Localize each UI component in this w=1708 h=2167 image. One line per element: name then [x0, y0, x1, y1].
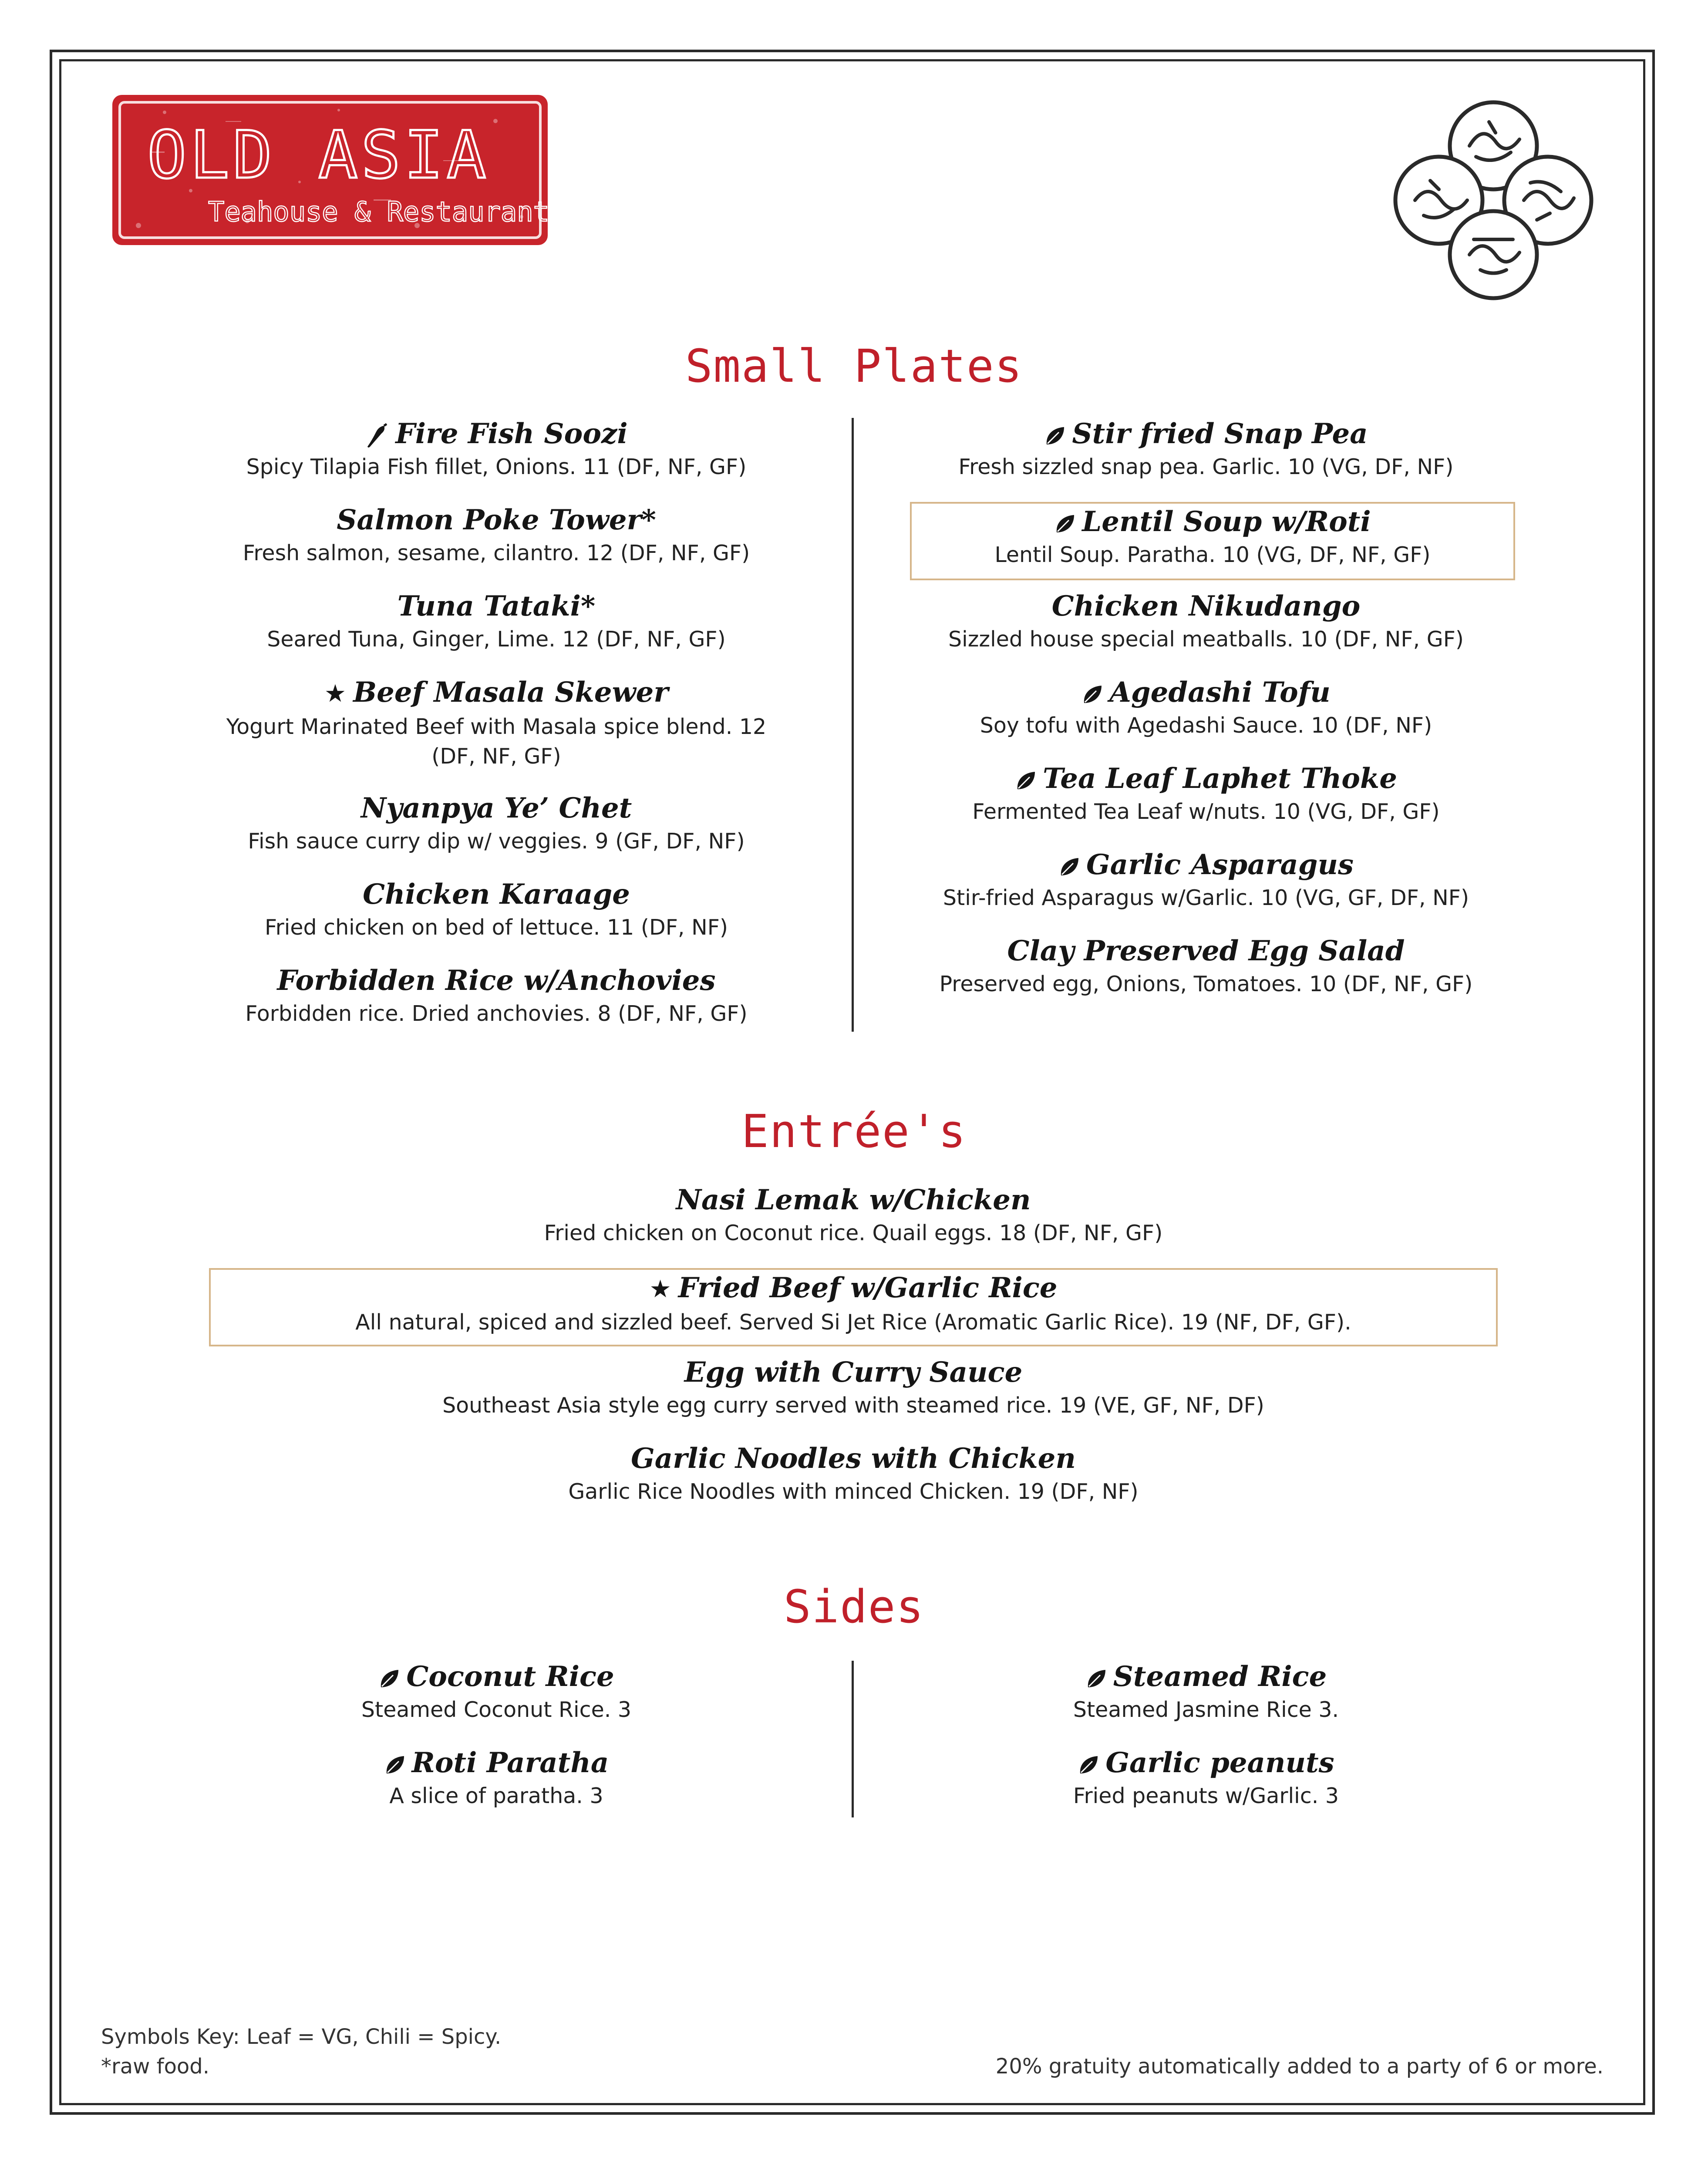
logo-tagline: Teahouse & Restaurant	[208, 196, 549, 228]
menu-item-name: Lentil Soup w/Roti	[1082, 505, 1371, 538]
menu-item	[871, 1659, 1541, 1745]
menu-item-name: Agedashi Tofu	[1109, 676, 1331, 709]
menu-item-description: Southeast Asia style egg curry served with steamed rice. 19 (VE, GF, NF, DF)	[442, 1393, 1264, 1418]
highlighted-menu-item	[209, 1268, 1498, 1346]
leaf-icon	[1058, 856, 1080, 878]
menu-item-name: Coconut Rice	[406, 1660, 614, 1693]
menu-item-description: Lentil Soup. Paratha. 10 (VG, DF, NF, GF)	[994, 542, 1431, 567]
menu-item	[871, 674, 1541, 760]
menu-item	[139, 416, 853, 502]
menu-item	[139, 962, 853, 1049]
menu-item-description: Sizzled house special meatballs. 10 (DF, NF, GF)	[948, 627, 1464, 652]
menu-item-name: Clay Preserved Egg Salad	[1007, 935, 1405, 967]
gratuity-note: 20% gratuity automatically added to a party of 6 or more.	[995, 2054, 1604, 2079]
leaf-icon	[1054, 513, 1076, 535]
menu-item-description: Fish sauce curry dip w/ veggies. 9 (GF, DF, NF)	[248, 829, 745, 854]
small-plates-right-column	[871, 416, 1541, 1019]
leaf-icon	[1078, 1754, 1099, 1776]
menu-item-name: Stir fried Snap Pea	[1072, 417, 1368, 450]
menu-item-name: Fried Beef w/Garlic Rice	[678, 1272, 1058, 1304]
menu-item-name: Tuna Tataki*	[397, 590, 596, 623]
menu-item	[209, 1182, 1498, 1268]
menu-item-name: Steamed Rice	[1113, 1660, 1327, 1693]
leaf-icon	[1085, 1668, 1107, 1690]
menu-item-description: A slice of paratha. 3	[389, 1783, 603, 1808]
leaf-icon	[384, 1754, 406, 1776]
chili-icon	[365, 423, 389, 449]
section-title-small-plates: Small Plates	[685, 340, 1023, 393]
menu-item-name: Nasi Lemak w/Chicken	[676, 1184, 1031, 1216]
small-plates-left-column	[139, 416, 853, 1049]
menu-item	[871, 588, 1541, 674]
menu-item	[209, 1440, 1498, 1527]
menu-item	[139, 1659, 853, 1745]
menu-item-description: Fried peanuts w/Garlic. 3	[1073, 1783, 1339, 1808]
menu-item-description: Fresh sizzled snap pea. Garlic. 10 (VG, DF, NF)	[958, 454, 1454, 479]
menu-item-name: Tea Leaf Laphet Thoke	[1043, 762, 1397, 795]
menu-item-description: Steamed Coconut Rice. 3	[361, 1697, 632, 1722]
old-asia-logo	[112, 95, 548, 245]
menu-item-name: Garlic peanuts	[1105, 1746, 1334, 1779]
entrees-column	[209, 1182, 1498, 1527]
menu-item-name: Fire Fish Soozi	[395, 417, 628, 450]
menu-item-name: Garlic Asparagus	[1086, 848, 1354, 881]
menu-item-name: Egg with Curry Sauce	[684, 1356, 1023, 1389]
menu-item-description: All natural, spiced and sizzled beef. Served Si Jet Rice (Aromatic Garlic Rice). 19 (NF, DF, GF).	[355, 1310, 1351, 1335]
menu-item	[139, 674, 853, 790]
symbols-key	[101, 2022, 501, 2081]
leaf-icon	[378, 1668, 400, 1690]
menu-item	[871, 933, 1541, 1019]
logo-name: OLD ASIA	[147, 118, 490, 193]
menu-item-description: Spicy Tilapia Fish fillet, Onions. 11 (DF, NF, GF)	[246, 454, 747, 479]
menu-item-description: Yogurt Marinated Beef with Masala spice blend. 12	[226, 714, 767, 739]
menu-item	[139, 1745, 853, 1831]
section-title-entrees: Entrée's	[741, 1105, 967, 1158]
menu-item-description: Fried chicken on Coconut rice. Quail eggs. 18 (DF, NF, GF)	[544, 1221, 1163, 1245]
menu-item	[871, 1745, 1541, 1831]
leaf-icon	[1044, 425, 1066, 447]
star-icon: ★	[324, 680, 347, 708]
menu-item	[209, 1354, 1498, 1440]
menu-item-description: Soy tofu with Agedashi Sauce. 10 (DF, NF)	[980, 713, 1432, 738]
menu-item-description: Fermented Tea Leaf w/nuts. 10 (VG, DF, GF)	[972, 799, 1440, 824]
menu-item-description: Fresh salmon, sesame, cilantro. 12 (DF, NF, GF)	[243, 541, 750, 565]
menu-item-name: Chicken Nikudango	[1051, 590, 1361, 623]
menu-item-name: Garlic Noodles with Chicken	[631, 1442, 1076, 1475]
menu-item-name: Salmon Poke Tower*	[337, 504, 656, 536]
menu-item	[871, 847, 1541, 933]
menu-item-description: Garlic Rice Noodles with minced Chicken. 19 (DF, NF)	[568, 1479, 1139, 1504]
menu-item-name: Forbidden Rice w/Anchovies	[277, 964, 716, 997]
menu-item-description: Seared Tuna, Ginger, Lime. 12 (DF, NF, GF)	[267, 627, 726, 652]
menu-item-name: Roti Paratha	[411, 1746, 609, 1779]
leaf-icon	[1015, 770, 1037, 792]
menu-item	[139, 790, 853, 876]
four-circle-dragon-emblem-icon	[1389, 96, 1598, 305]
menu-item-description: Stir-fried Asparagus w/Garlic. 10 (VG, GF, DF, NF)	[943, 885, 1469, 910]
menu-item-description-continued: (DF, NF, GF)	[431, 744, 561, 769]
leaf-icon	[1081, 684, 1103, 706]
star-icon: ★	[649, 1275, 671, 1303]
menu-item-name: Beef Masala Skewer	[353, 676, 669, 709]
menu-item	[139, 876, 853, 962]
menu-item	[139, 502, 853, 588]
menu-item-description: Fried chicken on bed of lettuce. 11 (DF, NF)	[264, 915, 728, 940]
menu-item-name: Nyanpya Ye’ Chet	[360, 792, 632, 824]
highlighted-menu-item	[910, 502, 1515, 580]
menu-item	[871, 416, 1541, 502]
raw-food-note: *raw food.	[101, 2054, 210, 2079]
sides-left-column	[139, 1659, 853, 1831]
menu-item	[871, 760, 1541, 847]
sides-right-column	[871, 1659, 1541, 1831]
section-title-sides: Sides	[783, 1580, 925, 1633]
menu-item	[139, 588, 853, 674]
menu-item-name: Chicken Karaage	[363, 878, 630, 911]
menu-item-description: Forbidden rice. Dried anchovies. 8 (DF, NF, GF)	[245, 1001, 748, 1026]
menu-item-description: Preserved egg, Onions, Tomatoes. 10 (DF, NF, GF)	[939, 972, 1473, 996]
symbols-key-line: Symbols Key: Leaf = VG, Chili = Spicy.	[101, 2025, 502, 2049]
menu-item-description: Steamed Jasmine Rice 3.	[1073, 1697, 1339, 1722]
